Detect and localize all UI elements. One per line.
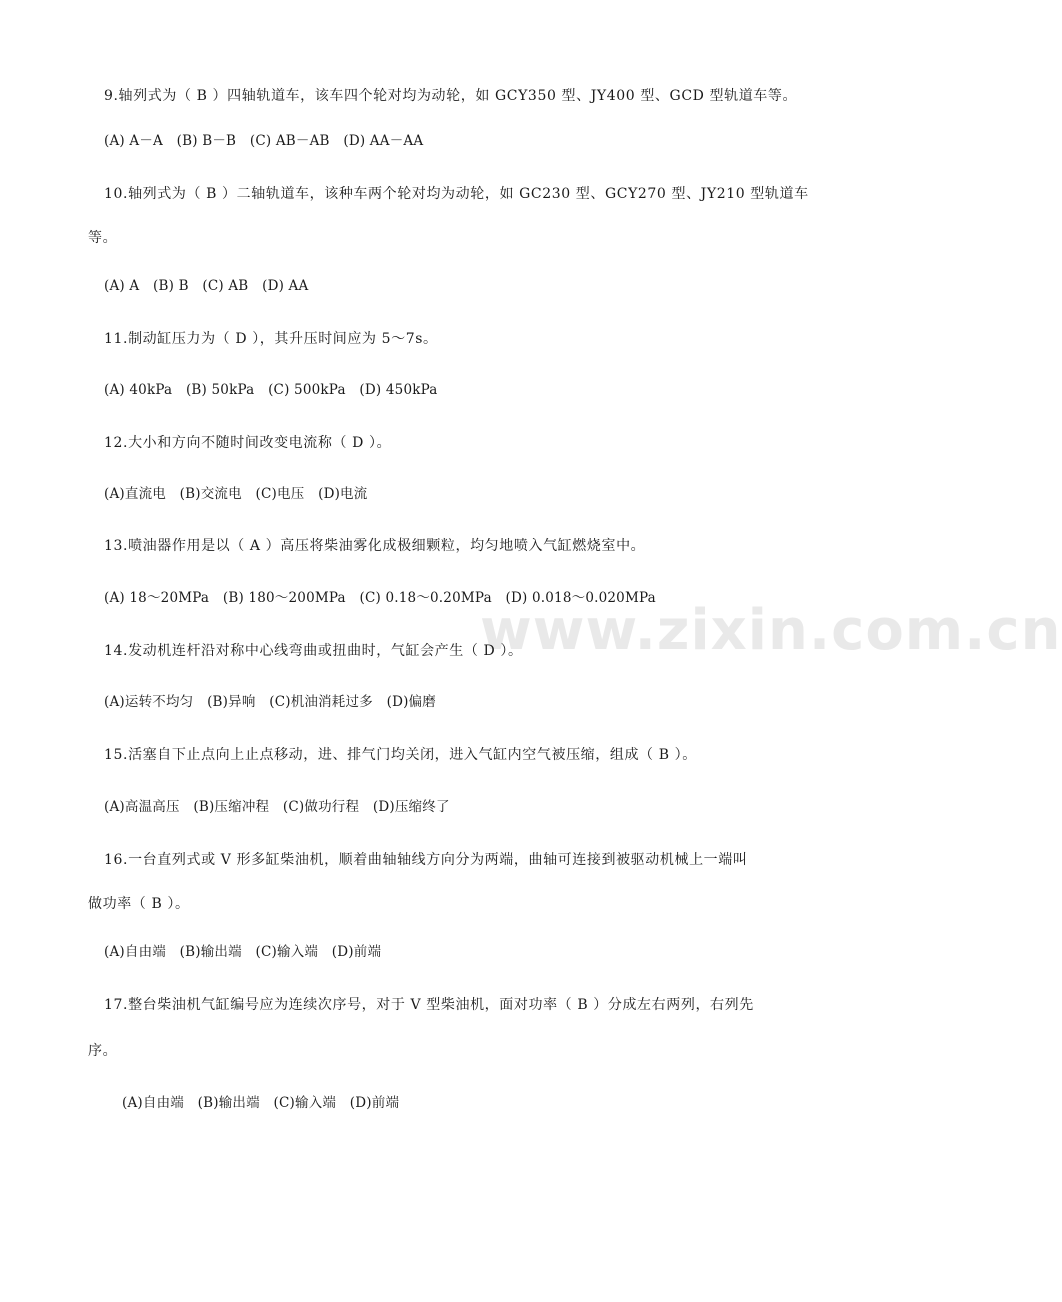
question-10-options: (A) A (B) B (C) AB (D) AA [104,278,309,294]
question-10-text: 10.轴列式为（ B ）二轴轨道车，该种车两个轮对均为动轮，如 GC230 型、GCY270 型、JY210 型轨道车 [104,186,809,202]
question-15-options: (A)高温高压 (B)压缩冲程 (C)做功行程 (D)压缩终了 [104,799,450,815]
question-17-options: (A)自由端 (B)输出端 (C)输入端 (D)前端 [122,1095,400,1111]
question-11-text: 11.制动缸压力为（ D ），其升压时间应为 5～7s。 [104,331,438,347]
question-10-text-continued: 等。 [88,230,118,246]
question-14-options: (A)运转不均匀 (B)异响 (C)机油消耗过多 (D)偏磨 [104,694,436,710]
question-13-text: 13.喷油器作用是以（ A ）高压将柴油雾化成极细颗粒，均匀地喷入气缸燃烧室中。 [104,538,646,554]
question-16-text-continued: 做功率（ B ）。 [88,896,190,912]
question-17-text: 17.整台柴油机气缸编号应为连续次序号，对于 V 型柴油机，面对功率（ B ）分成左右两列，右列先 [104,997,754,1013]
question-17-text-continued: 序。 [88,1043,118,1059]
question-9-text: 9.轴列式为（ B ）四轴轨道车，该车四个轮对均为动轮，如 GCY350 型、JY400 型、GCD 型轨道车等。 [104,88,798,104]
question-9-options: (A) A－A (B) B－B (C) AB－AB (D) AA－AA [104,133,424,149]
question-12-text: 12.大小和方向不随时间改变电流称（ D ）。 [104,435,392,451]
question-15-text: 15.活塞自下止点向上止点移动，进、排气门均关闭，进入气缸内空气被压缩，组成（ B ）。 [104,747,697,763]
question-14-text: 14.发动机连杆沿对称中心线弯曲或扭曲时，气缸会产生（ D ）。 [104,643,523,659]
question-12-options: (A)直流电 (B)交流电 (C)电压 (D)电流 [104,486,368,502]
question-11-options: (A) 40kPa (B) 50kPa (C) 500kPa (D) 450kPa [104,382,438,398]
question-16-text: 16.一台直列式或 V 形多缸柴油机，顺着曲轴轴线方向分为两端，曲轴可连接到被驱动机械上一端叫 [104,852,748,868]
question-16-options: (A)自由端 (B)输出端 (C)输入端 (D)前端 [104,944,382,960]
watermark: www.zixin.com.cn [480,598,1062,663]
question-13-options: (A) 18～20MPa (B) 180～200MPa (C) 0.18～0.20MPa (D) 0.018～0.020MPa [104,590,656,606]
